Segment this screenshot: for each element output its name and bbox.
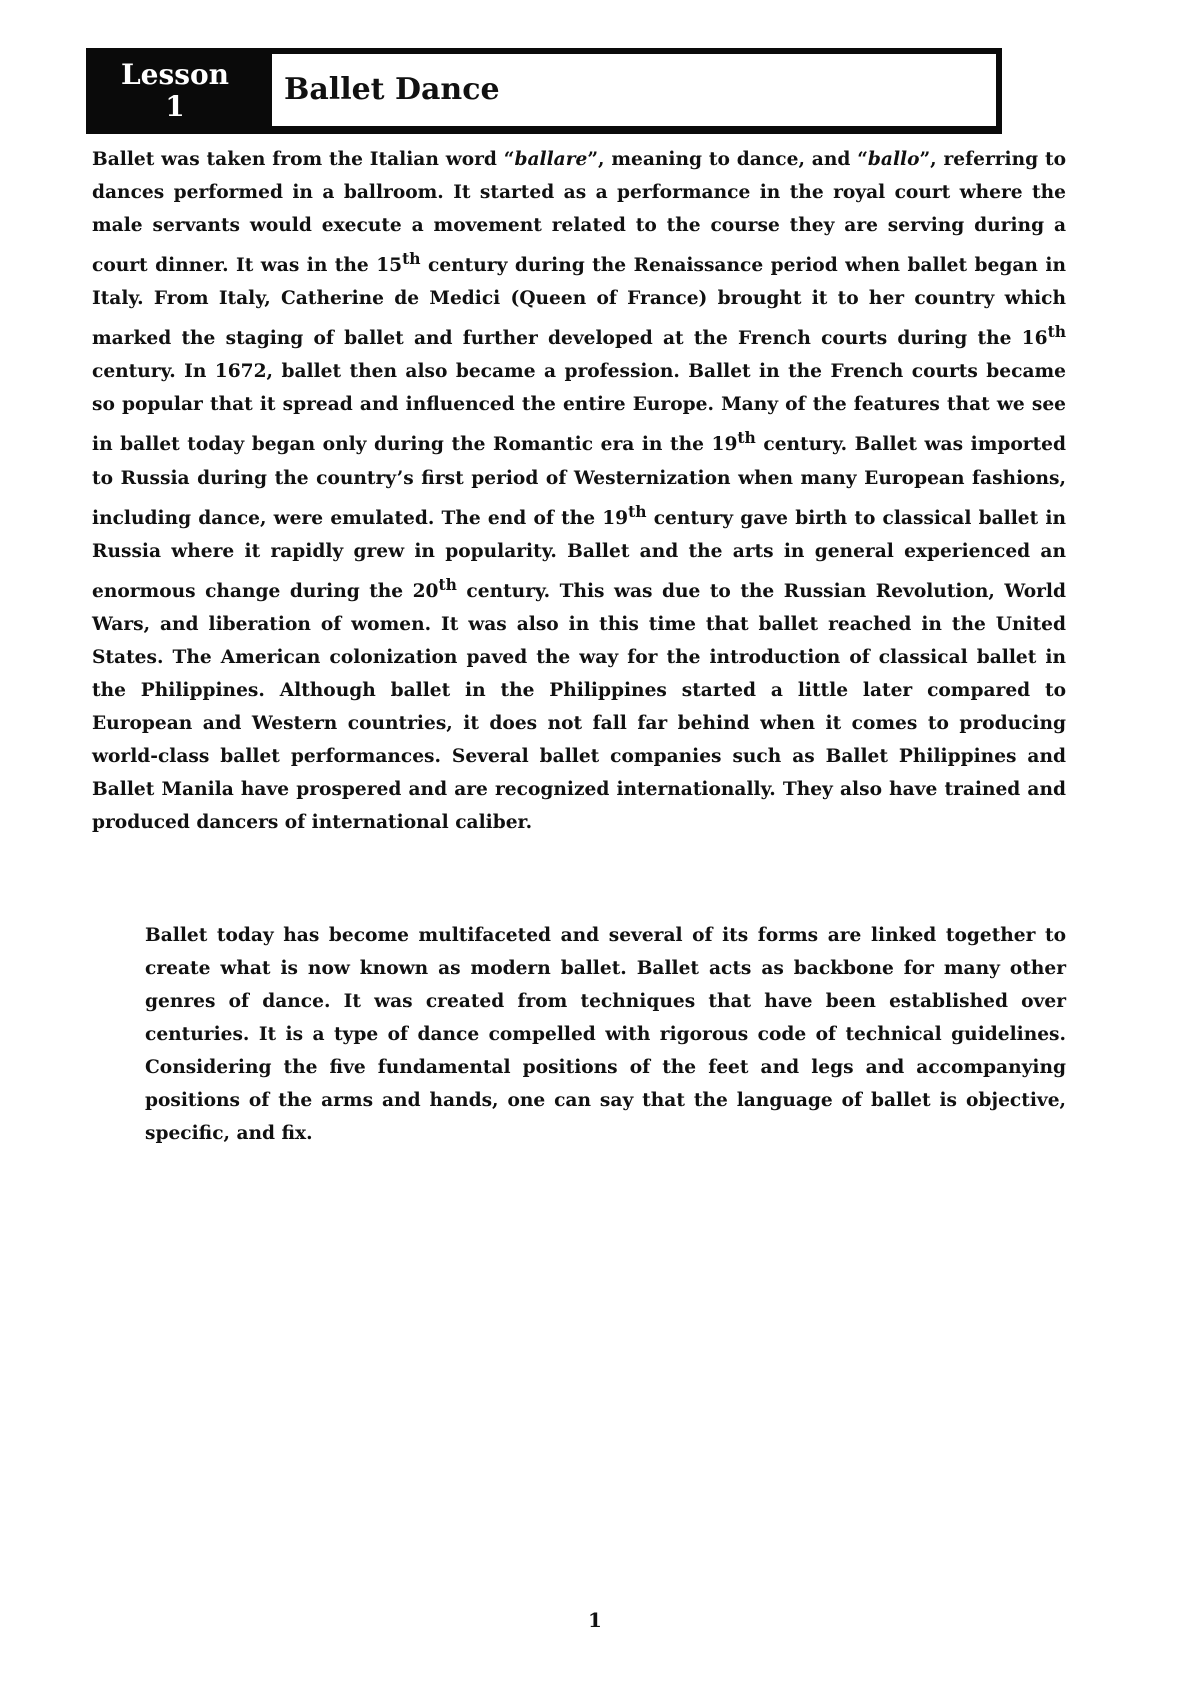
lesson-label-box <box>86 48 264 134</box>
superscript-th: th <box>402 249 421 268</box>
lesson-header <box>86 48 1002 134</box>
text-run: Ballet was taken from the Italian word “ <box>92 149 515 170</box>
lesson-title: Ballet Dance <box>272 54 996 126</box>
lesson-word: Lesson <box>120 58 230 91</box>
page-number: 1 <box>588 1608 602 1632</box>
superscript-th: th <box>438 574 457 594</box>
text-run: century gave birth to classical ballet in Russia where it rapidly grew in popularity. Ballet and the arts in general experienced an enormous change during the 20 <box>92 507 1066 602</box>
italic-word-ballare: ballare <box>514 149 588 170</box>
text-run: century during the Renaissance period when ballet began in Italy. From Italy, Catherine de Medici (Queen of France) brought it to her country which marked the staging of ballet and further developed at the French courts during the 16 <box>92 255 1066 350</box>
paragraph-history <box>92 143 1066 839</box>
text-run: century. This was due to the Russian Revolution, World Wars, and liberation of women. It was also in this time that ballet reached in the United States. The American colonization paved the way for the introduction of classical ballet in the Philippines. Although ballet in the Philippines started a little later compared to European and Western countries, it does not fall far behind when it comes to producing world-class ballet performances. Several ballet companies such as Ballet Philippines and Ballet Manila have prospered and are recognized internationally. They also have trained and produced dancers of international caliber. <box>92 580 1066 833</box>
superscript-th: th <box>628 501 647 521</box>
text-run: ”, meaning to dance, and “ <box>587 149 868 170</box>
title-frame <box>264 48 1002 134</box>
superscript-th: th <box>737 428 756 448</box>
superscript-th: th <box>1047 322 1066 342</box>
paragraph-modern-ballet: Ballet today has become multifaceted and several of its forms are linked together to create what is now known as modern ballet. Ballet acts as backbone for many other genres of dance. It was created from techniques that have been established over centuries. It is a type of dance compelled with rigorous code of technical guidelines. Considering the five fundamental positions of the feet and legs and accompanying positions of the arms and hands, one can say that the language of ballet is objective, specific, and fix. <box>145 925 1066 1144</box>
lesson-number: 1 <box>165 90 185 123</box>
text-run: century. Ballet was imported to Russia during the country’s first period of Westernization when many European fashions, including dance, were emulated. The end of the 19 <box>92 434 1066 529</box>
text-run: ”, referring to dances performed in a ballroom. It started as a performance in the royal court where the male servants would execute a movement related to the course they are serving during a court dinner. It was in the 15 <box>92 149 1066 277</box>
italic-word-ballo: ballo <box>867 149 920 170</box>
text-run: century. In 1672, ballet then also became a profession. Ballet in the French courts became so popular that it spread and influenced the entire Europe. Many of the features that we see in ballet today began only during the Romantic era in the 19 <box>92 361 1066 456</box>
